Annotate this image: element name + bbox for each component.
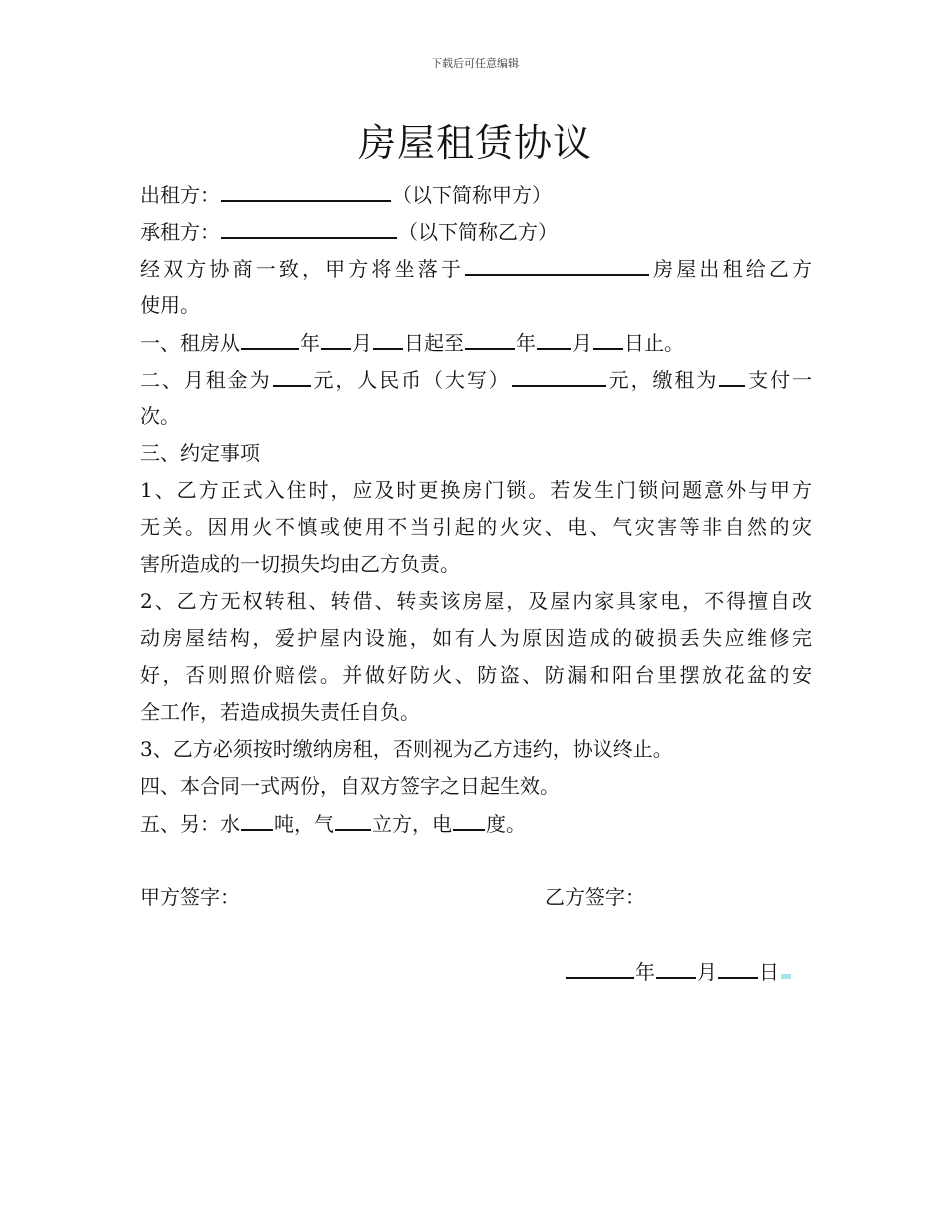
rent-line <box>140 361 812 398</box>
spacer <box>140 916 812 953</box>
location-prefix: 经双方协商一致，甲方将坐落于 <box>140 257 464 281</box>
rent-amount-blank[interactable] <box>273 361 311 387</box>
party-a-signature-label: 甲方签字： <box>140 885 240 909</box>
date-year: 年 <box>635 960 655 984</box>
date-row <box>140 953 812 990</box>
lessor-suffix: （以下简称甲方） <box>392 183 552 207</box>
item3-line: 3、乙方必须按时缴纳房租，否则视为乙方违约，协议终止。 <box>140 737 673 761</box>
date-day: 日 <box>759 960 779 984</box>
term-month-1: 月 <box>352 331 372 355</box>
clause4-line: 四、本合同一式两份，自双方签字之日起生效。 <box>140 774 560 798</box>
term-day-1: 日起至 <box>404 331 464 355</box>
lessor-label: 出租方： <box>140 183 220 207</box>
payment-cycle-blank[interactable] <box>719 361 745 387</box>
utilities-line <box>140 805 812 842</box>
lessee-line <box>140 213 812 250</box>
item1-line: 害所造成的一切损失均由乙方负责。 <box>140 552 460 576</box>
header-note: 下载后可任意编辑 <box>431 57 519 70</box>
rent-line-2: 次。 <box>140 404 180 428</box>
rent-yuan-1: 元，人民币（大写） <box>311 368 511 392</box>
end-day-blank[interactable] <box>593 324 623 350</box>
term-month-2: 月 <box>572 331 592 355</box>
gas-blank[interactable] <box>335 805 371 831</box>
start-year-blank[interactable] <box>241 324 299 350</box>
document-body <box>140 176 812 990</box>
lessee-suffix: （以下简称乙方） <box>398 220 558 244</box>
signature-row <box>140 879 812 916</box>
rent-suffix: 支付一 <box>746 368 813 392</box>
term-year-1: 年 <box>300 331 320 355</box>
item2-line: 好，否则照价赔偿。并做好防火、防盗、防漏和阳台里摆放花盆的安 <box>140 663 812 687</box>
start-day-blank[interactable] <box>373 324 403 350</box>
sign-year-blank[interactable] <box>566 953 634 979</box>
party-b-signature-label: 乙方签字： <box>545 885 645 909</box>
utilities-water: 吨，气 <box>274 812 334 836</box>
lessor-blank[interactable] <box>221 176 391 202</box>
electricity-blank[interactable] <box>453 805 485 831</box>
sign-day-blank[interactable] <box>718 953 758 979</box>
term-line <box>140 324 812 361</box>
sign-month-blank[interactable] <box>656 953 696 979</box>
document-title: 房屋租赁协议 <box>357 121 592 165</box>
location-line <box>140 250 812 287</box>
utilities-elec: 度。 <box>486 812 526 836</box>
term-day-2: 日止。 <box>624 331 684 355</box>
item2-line: 2、乙方无权转租、转借、转卖该房屋，及屋内家具家电，不得擅自改 <box>140 589 812 613</box>
location-suffix: 房屋出租给乙方 <box>650 257 812 281</box>
item1-line: 无关。因用火不慎或使用不当引起的火灾、电、气灾害等非自然的灾 <box>140 515 812 539</box>
rent-prefix: 二、月租金为 <box>140 368 272 392</box>
term-prefix: 一、租房从 <box>140 331 240 355</box>
spacer <box>140 842 812 879</box>
lessor-line <box>140 176 812 213</box>
utilities-gas: 立方，电 <box>372 812 452 836</box>
item1-line: 1、乙方正式入住时，应及时更换房门锁。若发生门锁问题意外与甲方 <box>140 478 812 502</box>
rent-capital-blank[interactable] <box>512 361 606 387</box>
item2-line: 动房屋结构，爱护屋内设施，如有人为原因造成的破损丢失应维修完 <box>140 626 812 650</box>
date-fields <box>565 953 791 991</box>
rent-yuan-2: 元，缴租为 <box>606 368 719 392</box>
date-month: 月 <box>697 960 717 984</box>
start-month-blank[interactable] <box>321 324 351 350</box>
utilities-prefix: 五、另：水 <box>140 812 240 836</box>
text-cursor-marker <box>781 974 791 979</box>
location-blank[interactable] <box>465 250 649 276</box>
lessee-blank[interactable] <box>221 213 397 239</box>
lessee-label: 承租方： <box>140 220 220 244</box>
location-line-2: 使用。 <box>140 293 200 317</box>
agreements-heading: 三、约定事项 <box>140 441 260 465</box>
term-year-2: 年 <box>516 331 536 355</box>
water-blank[interactable] <box>241 805 273 831</box>
item2-line: 全工作，若造成损失责任自负。 <box>140 700 420 724</box>
end-year-blank[interactable] <box>465 324 515 350</box>
end-month-blank[interactable] <box>537 324 571 350</box>
